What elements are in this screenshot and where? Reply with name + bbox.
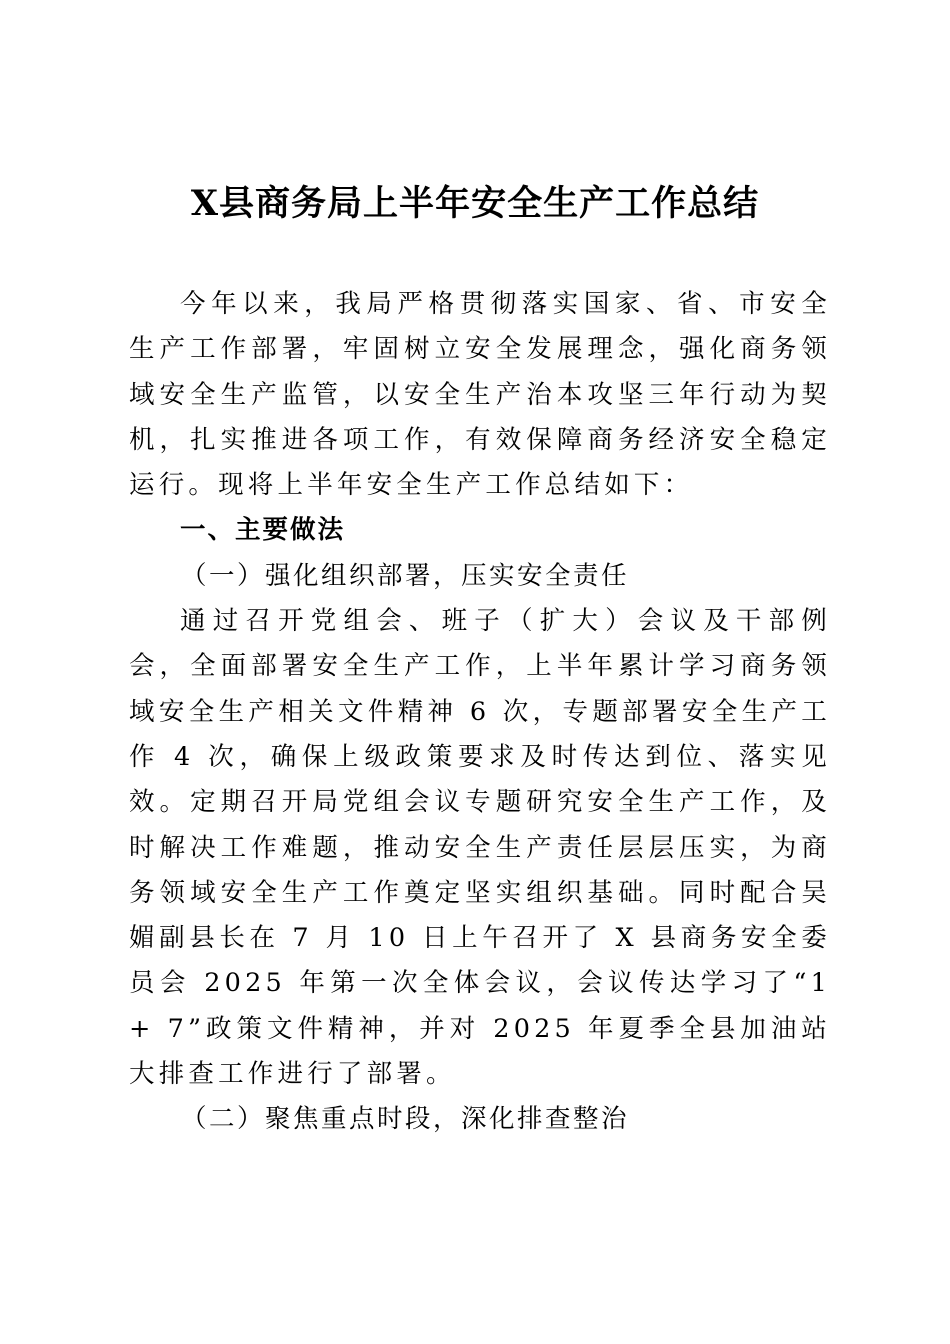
- intro-paragraph: 今年以来，我局严格贯彻落实国家、省、市安全生产工作部署，牢固树立安全发展理念，强化商务领域安全生产监管，以安全生产治本攻坚三年行动为契机，扎实推进各项工作，有效保障商务经济安全稳定运行。现将上半年安全生产工作总结如下：: [129, 289, 831, 501]
- subsection-1-paragraph: 通过召开党组会、班子（扩大）会议及干部例会，全面部署安全生产工作，上半年累计学习商务领域安全生产相关文件精神 6 次，专题部署安全生产工作 4 次，确保上级政策要求及时传达到位、落实见效。定期召开局党组会议专题研究安全生产工作，及时解决工作难题，推动安全生产责任层层压实，为商务领域安全生产工作奠定坚实组织基础。同时配合吴媚副县长在 7 月 10 日上午召开了 X 县商务安全委员会 2025 年第一次全体会议，会议传达学习了“1 + 7”政策文件精神，并对 2025 年夏季全县加油站大排查工作进行了部署。: [129, 606, 831, 1090]
- document-title: X县商务局上半年安全生产工作总结: [190, 183, 760, 224]
- section-heading-main-practices: 一、主要做法: [180, 515, 346, 546]
- subsection-heading-1: （一）强化组织部署，压实安全责任: [181, 560, 630, 591]
- subsection-heading-2: （二）聚焦重点时段，深化排查整治: [181, 1104, 630, 1135]
- document-body: [129, 282, 831, 1143]
